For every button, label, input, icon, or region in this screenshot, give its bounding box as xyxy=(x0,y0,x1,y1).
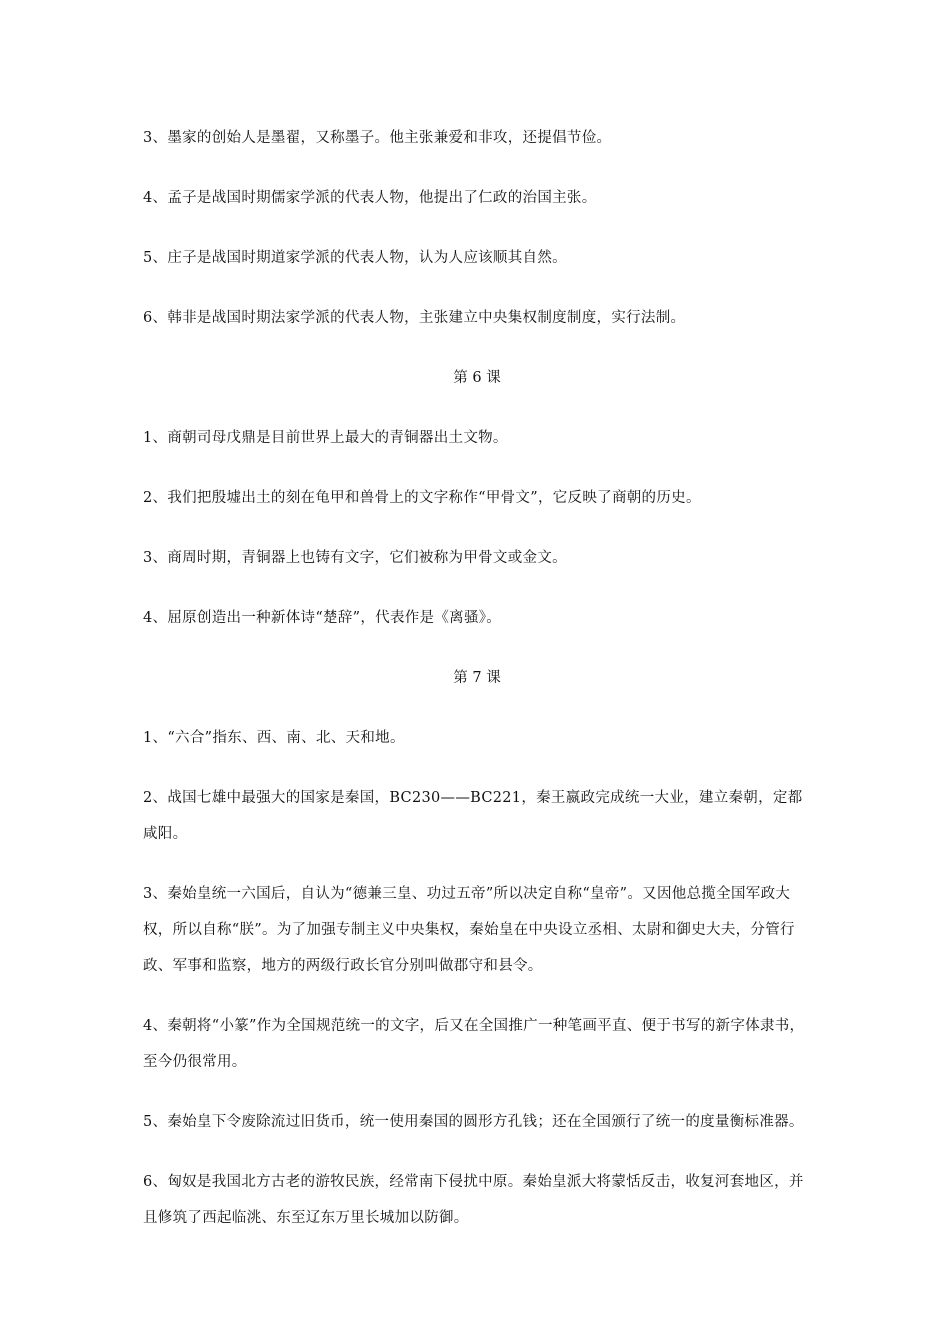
paragraph-zhuangzi: 5、庄子是战国时期道家学派的代表人物，认为人应该顺其自然。 xyxy=(143,250,567,266)
lesson-6-item-3: 3、商周时期，青铜器上也铸有文字，它们被称为甲骨文或金文。 xyxy=(143,550,567,566)
lesson-7-item-1: 1、“六合”指东、西、南、北、天和地。 xyxy=(143,730,405,746)
lesson-6-item-4: 4、屈原创造出一种新体诗“楚辞”，代表作是《离骚》。 xyxy=(143,610,502,626)
document-body xyxy=(143,120,811,1260)
lesson-6-heading: 第 6 课 xyxy=(453,370,501,386)
paragraph-mohism: 3、墨家的创始人是墨翟，又称墨子。他主张兼爱和非攻，还提倡节俭。 xyxy=(143,130,612,146)
lesson-6-item-2: 2、我们把殷墟出土的刻在龟甲和兽骨上的文字称作“甲骨文”，它反映了商朝的历史。 xyxy=(143,490,701,506)
lesson-7-item-6: 6、匈奴是我国北方古老的游牧民族，经常南下侵扰中原。秦始皇派大将蒙恬反击，收复河套地区，并且修筑了西起临洮、东至辽东万里长城加以防御。 xyxy=(143,1174,804,1226)
lesson-7-item-4: 4、秦朝将“小篆”作为全国规范统一的文字，后又在全国推广一种笔画平直、便于书写的新字体隶书，至今仍很常用。 xyxy=(143,1018,805,1070)
lesson-7-item-5: 5、秦始皇下令废除流过旧货币，统一使用秦国的圆形方孔钱；还在全国颁行了统一的度量衡标准器。 xyxy=(143,1114,804,1130)
paragraph-hanfei: 6、韩非是战国时期法家学派的代表人物，主张建立中央集权制度制度，实行法制。 xyxy=(143,310,686,326)
lesson-7-item-2: 2、战国七雄中最强大的国家是秦国，BC230——BC221，秦王嬴政完成统一大业，建立秦朝，定都咸阳。 xyxy=(143,790,803,842)
lesson-6-item-1: 1、商朝司母戊鼎是目前世界上最大的青铜器出土文物。 xyxy=(143,430,508,446)
paragraph-mencius: 4、孟子是战国时期儒家学派的代表人物，他提出了仁政的治国主张。 xyxy=(143,190,597,206)
lesson-7-item-3: 3、秦始皇统一六国后，自认为“德兼三皇、功过五帝”所以决定自称“皇帝”。又因他总揽全国军政大权，所以自称“朕”。为了加强专制主义中央集权，秦始皇在中央设立丞相、太尉和御史大夫，分管行政、军事和监察，地方的两级行政长官分别叫做郡守和县令。 xyxy=(143,886,795,974)
lesson-7-heading: 第 7 课 xyxy=(453,670,501,686)
